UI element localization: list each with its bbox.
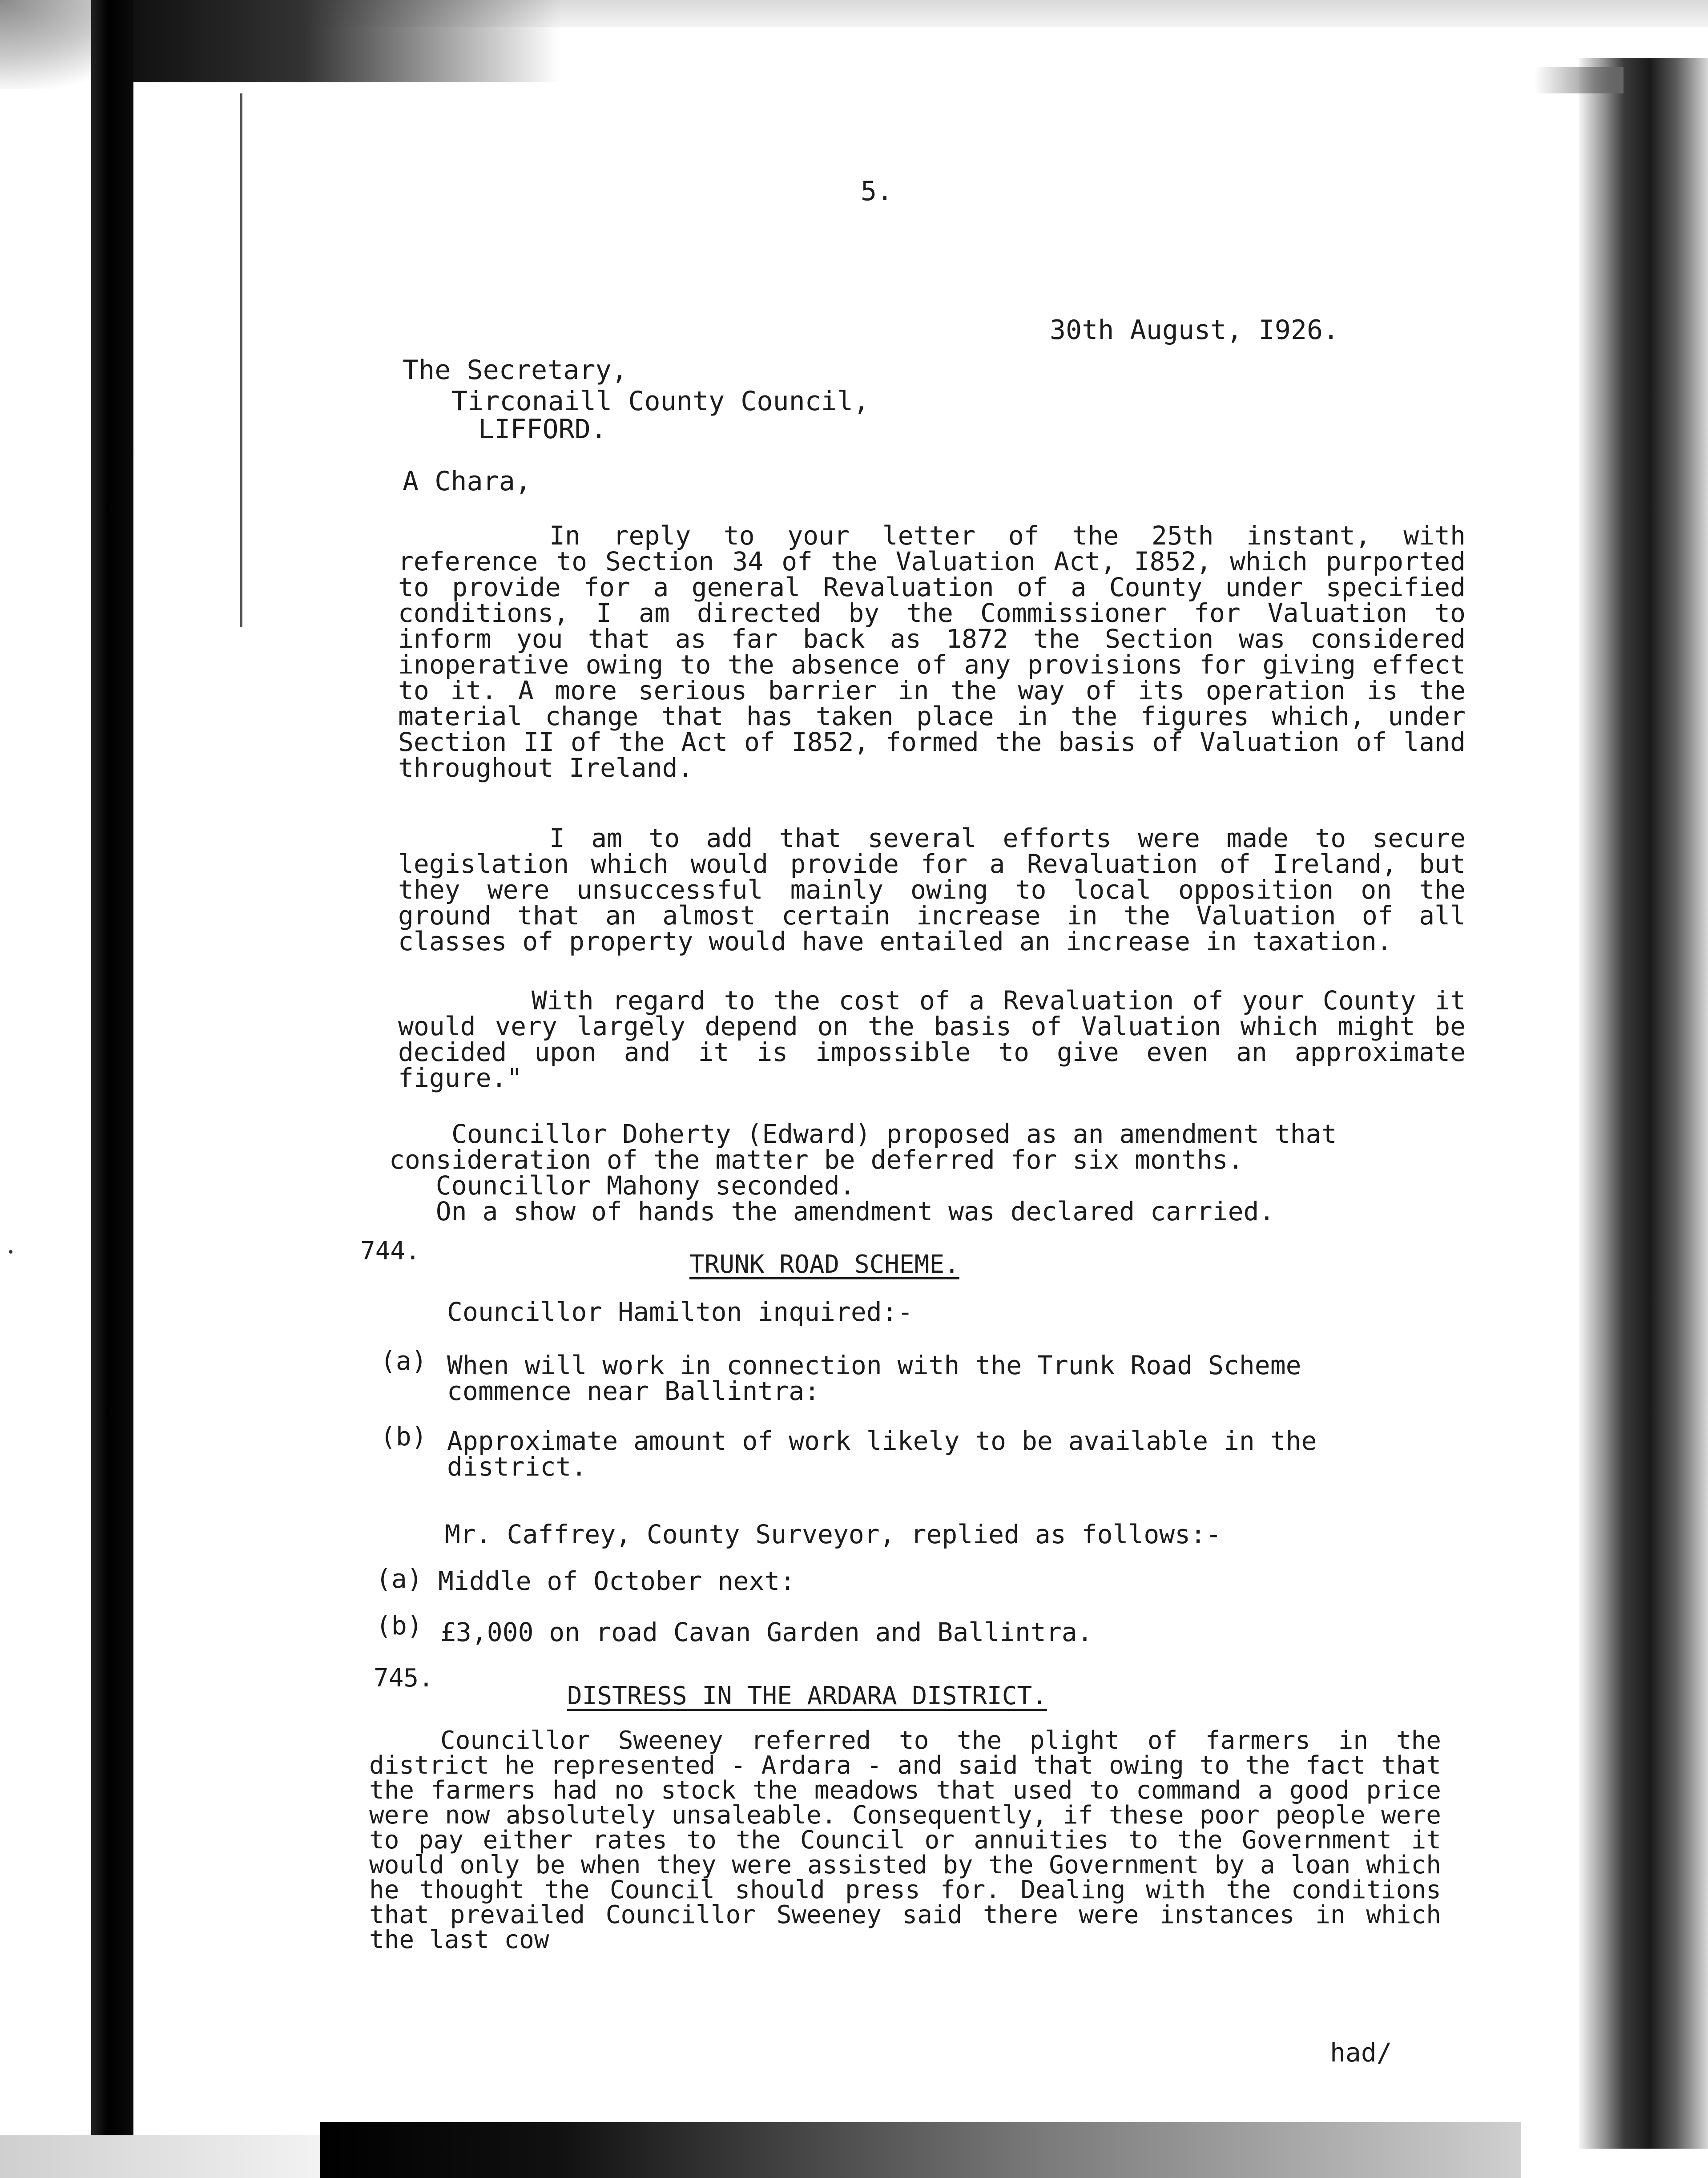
question-text: When will work in connection with the Trunk Road Scheme commence near Ballintra: xyxy=(447,1350,1301,1406)
amendment-line: Councillor Doherty (Edward) proposed as an amendment that xyxy=(451,1119,1337,1149)
paragraph-text: With regard to the cost of a Revaluation of your County it would very largely depend on the basis of Valuation which might be decided upon and it is impossible to give even an approximate figure." xyxy=(398,985,1466,1093)
recipient-line: Tirconaill County Council, xyxy=(451,386,870,417)
question-label: (a) xyxy=(380,1346,427,1376)
letter-paragraph xyxy=(398,985,1466,1093)
letter-paragraph xyxy=(398,520,1466,783)
item-heading: TRUNK ROAD SCHEME. xyxy=(689,1250,959,1279)
item-paragraph: Councillor Sweeney referred to the plight of farmers in the district he represented - Ardara - and said that owing to the fact that the farmers had no stock the meadows that used to command a good price were now absolutely unsaleable. Consequently, if these poor people were to pay either rates to the Council or annuities to the Government it would only be when they were assisted by the Government by a loan which he thought the Council should press for. Dealing with the conditions that prevailed Councillor Sweeney said there were instances in which the last cow xyxy=(369,1726,1441,1954)
answer-label: (b) xyxy=(376,1610,423,1641)
scan-bottom-shadow xyxy=(320,2122,1521,2178)
catchword: had/ xyxy=(1330,2037,1392,2068)
letter-paragraph xyxy=(398,825,1466,954)
recipient-line: The Secretary, xyxy=(403,355,628,386)
question-text: Approximate amount of work likely to be available in the district. xyxy=(447,1426,1317,1482)
scan-right-edge xyxy=(1579,58,1708,2149)
letter-date: 30th August, I926. xyxy=(1050,315,1339,346)
item-number: 745. xyxy=(374,1664,434,1693)
page-number: 5. xyxy=(861,176,893,207)
answer-text: £3,000 on road Cavan Garden and Ballintra. xyxy=(440,1617,1093,1647)
answer-label: (a) xyxy=(376,1564,423,1594)
scan-right-top-shadow xyxy=(1535,67,1623,93)
scan-top-left-shadow xyxy=(133,0,560,82)
scan-speck xyxy=(9,1250,12,1254)
inquiry-intro: Councillor Hamilton inquired:- xyxy=(447,1297,913,1327)
paragraph-text: In reply to your letter of the 25th instant, with reference to Section 34 of the Valuation Act, I852, which purported to provide for a general Revaluation of a County under specified conditions, I am directed by the Commissioner for Valuation to inform you that as far back as 1872 the Section was considered inoperative owing to the absence of any provisions for giving effect to it. A more serious barrier in the way of its operation is the material change that has taken place in the figures which, under Section II of the Act of I852, formed the basis of Valuation of land throughout Ireland. xyxy=(398,520,1466,783)
amendment-line: On a show of hands the amendment was declared carried. xyxy=(389,1196,1275,1226)
question-label: (b) xyxy=(380,1421,427,1452)
recipient-line: LIFFORD. xyxy=(478,414,607,445)
amendment-line: Councillor Mahony seconded. xyxy=(389,1170,855,1201)
answer-text: Middle of October next: xyxy=(438,1566,796,1596)
reply-intro: Mr. Caffrey, County Surveyor, replied as follows:- xyxy=(445,1519,1221,1549)
paragraph-text: I am to add that several efforts were made to secure legislation which would provide for a Revaluation of Ireland, but they were unsuccessful mainly owing to local opposition on the ground that an almost certain increase in the Valuation of all classes of property would have entailed an increase in taxation. xyxy=(398,823,1466,956)
margin-rule xyxy=(240,93,242,627)
scan-binding-shadow xyxy=(91,0,133,2178)
amendment-line: consideration of the matter be deferred for six months. xyxy=(389,1145,1244,1175)
amendment-block xyxy=(389,1121,1390,1224)
item-heading: DISTRESS IN THE ARDARA DISTRICT. xyxy=(567,1682,1047,1710)
salutation: A Chara, xyxy=(403,466,531,497)
item-number: 744. xyxy=(360,1237,420,1266)
scan-bottom-left xyxy=(0,2135,320,2178)
